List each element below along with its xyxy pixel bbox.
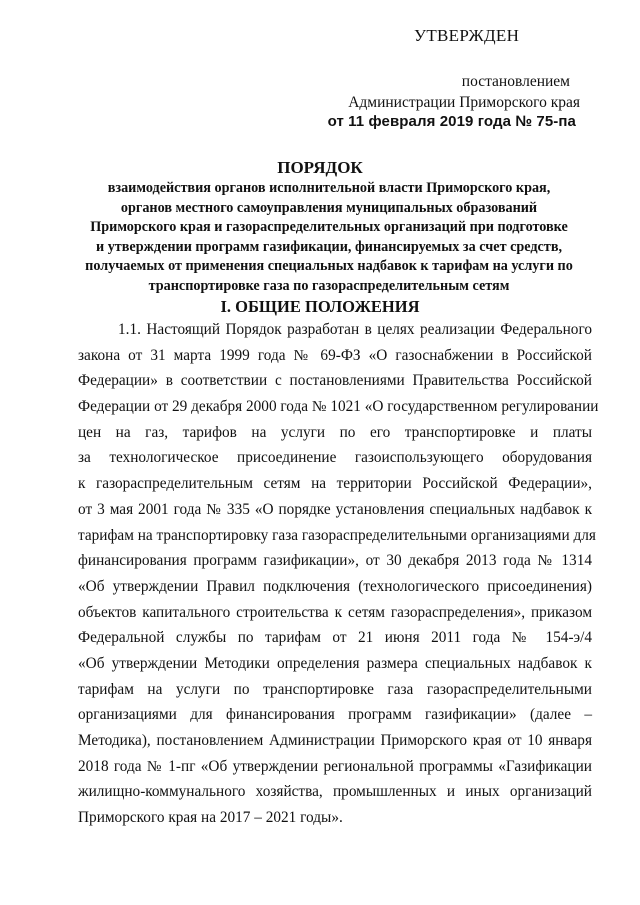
subtitle-line: транспортировке газа по газораспределительным сетям xyxy=(148,277,510,294)
paragraph-line: Приморского края на 2017 – 2021 годы». xyxy=(78,809,343,827)
paragraph-line: Федерации» в соответствии с постановлениями Правительства Российской xyxy=(78,372,592,390)
document-subtitle xyxy=(64,179,594,296)
approval-date: от 11 февраля 2019 года № 75-па xyxy=(327,113,576,130)
paragraph-line: объектов капитального строительства к сетям газораспределения», приказом xyxy=(78,603,592,621)
subtitle-line: органов местного самоуправления муниципальных образований xyxy=(120,199,538,216)
paragraph-line: от 3 мая 2001 года № 335 «О порядке установления специальных надбавок к xyxy=(78,500,592,518)
approval-by: постановлением xyxy=(461,73,570,90)
paragraph-line: «Об утверждении Правил подключения (технологического присоединения) xyxy=(78,577,592,595)
paragraph-line: жилищно-коммунального хозяйства, промышленных и иных организаций xyxy=(78,783,592,801)
paragraph-line: 2018 года № 1-пг «Об утверждении региональной программы «Газификации xyxy=(78,757,592,775)
document-title: ПОРЯДОК xyxy=(277,158,363,177)
paragraph-line: тарифам на транспортировку газа газораспределительными организациями для xyxy=(78,526,596,544)
paragraph-line: Методика), постановлением Администрации Приморского края от 10 января xyxy=(78,732,592,749)
paragraph-line: «Об утверждении Методики определения размера специальных надбавок к xyxy=(78,654,592,672)
paragraph-line: закона от 31 марта 1999 года № 69-ФЗ «О газоснабжении в Российской xyxy=(78,346,592,364)
section-heading: I. ОБЩИЕ ПОЛОЖЕНИЯ xyxy=(220,297,420,316)
paragraph-line: финансирования программ газификации», от 30 декабря 2013 года № 1314 xyxy=(78,552,592,570)
subtitle-line: взаимодействия органов исполнительной власти Приморского края, xyxy=(107,180,551,196)
paragraph-line: к газораспределительным сетям на территории Российской Федерации», xyxy=(78,475,592,493)
paragraph-line: Федерации от 29 декабря 2000 года № 1021 «О государственном регулировании xyxy=(78,398,599,416)
subtitle-line: и утверждении программ газификации, финансируемых за счет средств, xyxy=(95,238,563,255)
paragraph-line: цен на газ, тарифов на услуги по его транспортировке и платы xyxy=(78,423,592,441)
approval-stamp: УТВЕРЖДЕН xyxy=(414,26,520,45)
paragraph-line: Федеральной службы по тарифам от 21 июня 2011 года № 154-э/4 xyxy=(78,629,592,647)
paragraph-line: тарифам на услуги по транспортировке газа газораспределительными xyxy=(78,680,592,698)
subtitle-line: Приморского края и газораспределительных организаций при подготовке xyxy=(90,219,568,235)
approval-org: Администрации Приморского края xyxy=(348,94,580,111)
subtitle-line: получаемых от применения специальных надбавок к тарифам на услуги по xyxy=(85,258,573,274)
paragraph-line: за технологическое присоединение газоиспользующего оборудования xyxy=(78,449,592,467)
paragraph-line: организациями для финансирования программ газификации» (далее – xyxy=(78,706,592,724)
paragraph-line: 1.1. Настоящий Порядок разработан в целях реализации Федерального xyxy=(118,321,592,338)
paragraph-1-1 xyxy=(78,317,599,831)
